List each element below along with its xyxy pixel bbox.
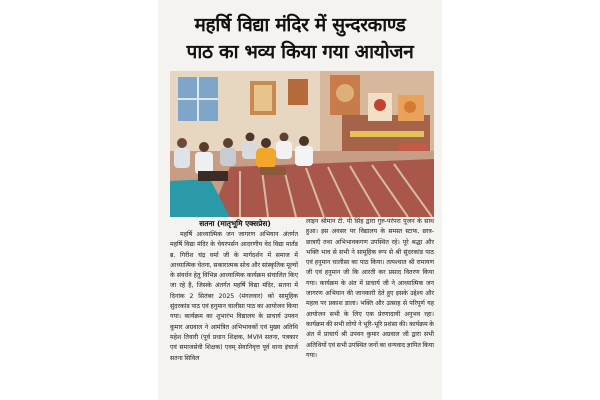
dateline: सतना (मातृभूमि एक्सप्रेस) [199, 219, 271, 228]
event-photo-illustration [170, 71, 434, 217]
article-paragraph: महर्षि आध्यात्मिक जन जागरण अभियान अंतर्गत महर्षि विद्या मंदिर के चेयरपर्सन आदरणीय वेद विद्या मार्तंड ब्र. गिरीश चंद्र वर्मा जी के मार्गदर्शन में समाज में आध्यात्मिक चेतना, सकारात्मक सोच और सांस्कृतिक मूल्यों के संवर्धन हेतु विभिन्न आध्यात्मिक कार्यक्रम संचालित किए जा रहे है, जिसके अंतर्गत महर्षि विद्या मंदिर, सतना में दिनांक 2 सितंबर 2025 (मंगलवार) को सामूहिक सुंदरकांड पाठ एवं हनुमान चालीसा पाठ का आयोजन किया गया। कार्यक्रम का शुभारंभ विद्यालय के प्राचार्य उपवन कुमार अग्रवाल ने आमंत्रित अभिभावकों एवं मुख्य अतिथि महेश तिवारी (पूर्व प्रधान शिक्षक, MVM सतना, पत्रकार एवं समाजसेवी शिक्षक) एवम् सेवानिवृत्त पूर्व थाना इंचार्ज सतना सिविल [170, 231, 298, 362]
headline [158, 0, 442, 66]
headline-line-2: पाठ का भव्य किया गया आयोजन [186, 41, 414, 63]
headline-line-1: महर्षि विद्या मंदिर में सुन्दरकाण्ड [194, 14, 406, 36]
article-column-left [170, 230, 298, 364]
article-column-right [306, 217, 434, 361]
event-photo [170, 71, 434, 217]
newspaper-clipping [158, 0, 442, 400]
article-paragraph: लाइन श्रीमान टी. पी सिंह द्वारा गुरु-परंपरा पूजन के साथ हुआ। इस अवसर पर विद्यालय के समस्त स्टाफ, छात्र-छात्राएँ तथा अभिभावकगण उपस्थित रहे। पूरे श्रद्धा और भक्ति भाव से सभी ने सामूहिक रूप से श्री सुंदरकांड पाठ एवं हनुमान चालीसा का पाठ किया। तत्पश्चात श्री रामायण जी एवं हनुमान जी कि आरती कर प्रसाद वितरण किया गया। कार्यक्रम के अंत में प्राचार्य जी ने आध्यात्मिक जन जागरण अभियान की जानकारी देते हुए इसके उद्देश्य और महत्व पर प्रकाश डाला। भक्ति और उत्साह से परिपूर्ण यह आयोजन सभी के लिए एक प्रेरणादायी अनुभव रहा। कार्यक्रम की सभी लोगो ने भूरि-भूरि प्रशंसा की। कार्यक्रम के अंत में प्राचार्य श्री उपवन कुमार अग्रवाल जी द्वारा सभी अतिथियों एवं सभी उपस्थित जनों का धन्यवाद ज्ञापित किया गया। [306, 218, 434, 359]
